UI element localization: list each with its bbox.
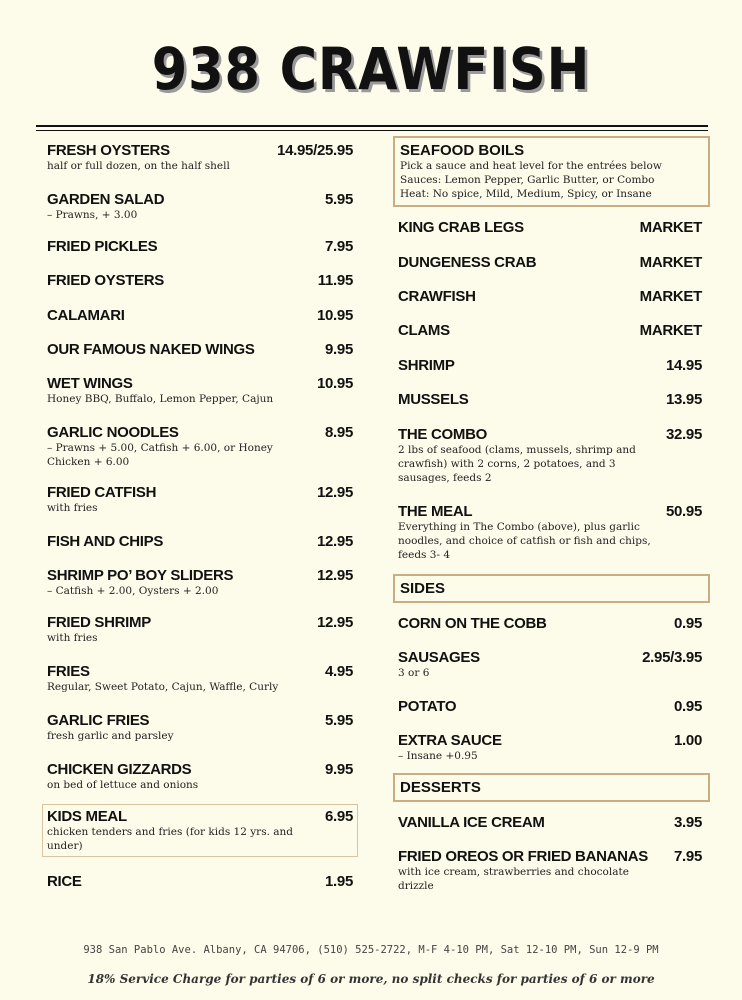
item-name: FRIED OREOS OR FRIED BANANAS xyxy=(398,848,648,865)
item-price: 0.95 xyxy=(674,615,702,632)
item-name: CALAMARI xyxy=(47,307,125,324)
item-price: 50.95 xyxy=(665,503,702,520)
item-price: 11.95 xyxy=(317,272,353,289)
menu-item xyxy=(398,615,702,632)
item-name: FRIES xyxy=(47,663,90,680)
item-name: EXTRA SAUCE xyxy=(398,732,502,749)
item-price: 1.00 xyxy=(674,732,702,749)
menu-item xyxy=(47,307,353,324)
item-price: 3.95 xyxy=(674,814,702,831)
item-name: CORN ON THE COBB xyxy=(398,615,547,632)
menu-item xyxy=(47,238,353,255)
desserts-section-box xyxy=(393,773,710,802)
section-heading: SIDES xyxy=(400,580,446,597)
item-price: 5.95 xyxy=(325,712,353,729)
item-price: 32.95 xyxy=(665,426,702,443)
menu-item xyxy=(398,254,702,271)
item-price: 7.95 xyxy=(325,238,353,255)
item-name: OUR FAMOUS NAKED WINGS xyxy=(47,341,255,358)
menu-item xyxy=(47,663,353,694)
menu-item xyxy=(47,614,353,645)
section-heading: SEAFOOD BOILS xyxy=(400,142,525,159)
item-name: SHRIMP PO’ BOY SLIDERS xyxy=(47,567,234,584)
item-price: 6.95 xyxy=(325,808,353,825)
item-name: FRIED CATFISH xyxy=(47,484,157,501)
menu-item xyxy=(398,288,702,305)
item-name: DUNGENESS CRAB xyxy=(398,254,537,271)
item-name: CRAWFISH xyxy=(398,288,476,305)
item-price: 14.95 xyxy=(665,357,702,374)
item-description: with fries xyxy=(47,632,98,644)
item-price: MARKET xyxy=(639,219,702,236)
menu-item xyxy=(398,814,702,831)
item-name: CLAMS xyxy=(398,322,450,339)
item-description: 2 lbs of seafood (clams, mussels, shrimp and crawfish) with 2 corns, 2 potatoes, and 3 sausages, feeds 2 xyxy=(398,444,636,484)
menu-item xyxy=(47,484,353,515)
item-price: 12.95 xyxy=(316,614,353,631)
kids-meal-box xyxy=(42,804,358,857)
menu-item xyxy=(47,191,353,222)
menu-item xyxy=(47,424,353,469)
item-description: on bed of lettuce and onions xyxy=(47,779,199,791)
item-price: 13.95 xyxy=(665,391,702,408)
item-description: Regular, Sweet Potato, Cajun, Waffle, Curly xyxy=(47,681,279,693)
item-description: chicken tenders and fries (for kids 12 yrs. and under) xyxy=(47,826,294,852)
menu-item xyxy=(47,712,353,743)
item-name: KIDS MEAL xyxy=(47,808,127,825)
item-price: MARKET xyxy=(639,322,702,339)
item-name: FISH AND CHIPS xyxy=(47,533,164,550)
seafood-heat: Heat: No spice, Mild, Medium, Spicy, or Insane xyxy=(400,188,652,200)
item-name: FRIED OYSTERS xyxy=(47,272,164,289)
item-description: half or full dozen, on the half shell xyxy=(47,160,230,172)
item-price: 0.95 xyxy=(674,698,702,715)
item-name: THE COMBO xyxy=(398,426,487,443)
footer-address: 938 San Pablo Ave. Albany, CA 94706, (510) 525-2722, M-F 4-10 PM, Sat 12-10 PM, Sun 12-9 PM xyxy=(83,944,659,956)
item-name: GARDEN SALAD xyxy=(47,191,165,208)
item-name: KING CRAB LEGS xyxy=(398,219,524,236)
item-price: 1.95 xyxy=(325,873,353,890)
item-price: 7.95 xyxy=(674,848,702,865)
item-description: – Catfish + 2.00, Oysters + 2.00 xyxy=(47,585,219,597)
item-description: – Prawns + 5.00, Catfish + 6.00, or Honey Chicken + 6.00 xyxy=(47,442,273,468)
item-name: MUSSELS xyxy=(398,391,469,408)
seafood-boils-box xyxy=(393,136,710,207)
item-price: 8.95 xyxy=(325,424,353,441)
divider-rule-thin xyxy=(36,130,708,131)
footer-service-note: 18% Service Charge for parties of 6 or more, no split checks for parties of 6 or more xyxy=(87,972,655,986)
item-description: – Insane +0.95 xyxy=(398,750,478,762)
item-price: MARKET xyxy=(639,288,702,305)
menu-item xyxy=(398,357,702,374)
item-name: WET WINGS xyxy=(47,375,133,392)
seafood-sauces: Sauces: Lemon Pepper, Garlic Butter, or Combo xyxy=(400,174,655,186)
menu-item xyxy=(47,375,353,406)
item-name: SHRIMP xyxy=(398,357,455,374)
item-description: fresh garlic and parsley xyxy=(47,730,174,742)
item-price: 2.95/3.95 xyxy=(642,649,702,666)
restaurant-title: 938 CRAWFISH xyxy=(151,35,591,103)
item-description: Honey BBQ, Buffalo, Lemon Pepper, Cajun xyxy=(47,393,274,405)
menu-item xyxy=(398,322,702,339)
menu-item xyxy=(398,732,702,763)
item-name: VANILLA ICE CREAM xyxy=(398,814,545,831)
item-price: 9.95 xyxy=(325,761,353,778)
menu-item xyxy=(398,848,702,893)
item-name: FRIED SHRIMP xyxy=(47,614,151,631)
menu-item xyxy=(398,391,702,408)
sides-section-box xyxy=(393,574,710,603)
item-name: SAUSAGES xyxy=(398,649,480,666)
seafood-instructions: Pick a sauce and heat level for the entrées below xyxy=(400,160,662,172)
menu-item xyxy=(398,219,702,236)
item-name: CHICKEN GIZZARDS xyxy=(47,761,192,778)
item-price: 12.95 xyxy=(316,567,353,584)
item-price: 10.95 xyxy=(316,375,353,392)
menu-item xyxy=(398,698,702,715)
item-description: 3 or 6 xyxy=(398,667,430,679)
item-name: FRESH OYSTERS xyxy=(47,142,170,159)
item-name: GARLIC NOODLES xyxy=(47,424,179,441)
item-name: FRIED PICKLES xyxy=(47,238,158,255)
menu-item xyxy=(47,272,353,289)
item-name: THE MEAL xyxy=(398,503,473,520)
item-description: – Prawns, + 3.00 xyxy=(47,209,138,221)
item-price: 14.95/25.95 xyxy=(277,142,353,159)
section-heading: DESSERTS xyxy=(400,779,481,796)
menu-item xyxy=(47,761,353,792)
item-price: 9.95 xyxy=(325,341,353,358)
item-price: 12.95 xyxy=(316,533,353,550)
item-price: 10.95 xyxy=(316,307,353,324)
menu-item xyxy=(47,873,353,890)
item-description: with ice cream, strawberries and chocolate drizzle xyxy=(398,866,629,892)
item-price: 12.95 xyxy=(316,484,353,501)
item-price: MARKET xyxy=(639,254,702,271)
item-description: with fries xyxy=(47,502,98,514)
item-name: RICE xyxy=(47,873,82,890)
menu-item xyxy=(398,649,702,680)
menu-item xyxy=(47,142,353,173)
item-price: 5.95 xyxy=(325,191,353,208)
menu-item xyxy=(398,503,702,562)
divider-rule xyxy=(36,125,708,127)
menu-item xyxy=(47,341,353,358)
menu-item xyxy=(47,533,353,550)
item-description: Everything in The Combo (above), plus garlic noodles, and choice of catfish or fish and chips, feeds 3- 4 xyxy=(398,521,651,561)
menu-item xyxy=(398,426,702,485)
item-name: POTATO xyxy=(398,698,457,715)
item-price: 4.95 xyxy=(325,663,353,680)
menu-item xyxy=(47,567,353,598)
item-name: GARLIC FRIES xyxy=(47,712,150,729)
